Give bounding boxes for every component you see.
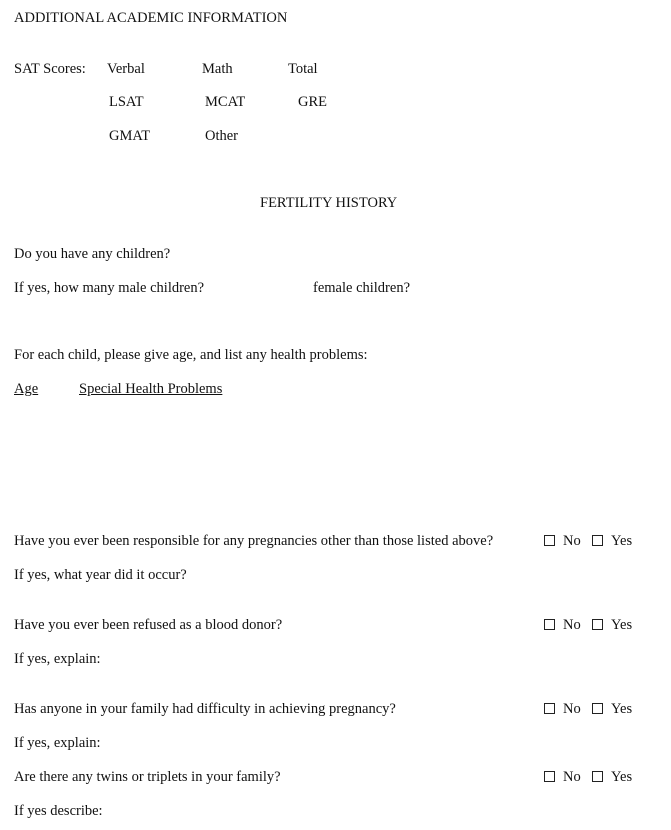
- twins-question: Are there any twins or triplets in your family?: [14, 769, 281, 785]
- family-difficulty-yes-checkbox[interactable]: [592, 703, 603, 714]
- gmat-label: GMAT: [109, 128, 151, 144]
- fertility-heading: FERTILITY HISTORY: [260, 195, 398, 211]
- pregnancies-question: Have you ever been responsible for any pregnancies other than those listed above?: [14, 533, 494, 549]
- sat-math-label: Math: [202, 61, 233, 77]
- pregnancies-no-checkbox[interactable]: [544, 535, 555, 546]
- sat-scores-label: SAT Scores:: [14, 61, 86, 77]
- pregnancies-yes-label: Yes: [611, 533, 633, 549]
- pregnancies-yes-checkbox[interactable]: [592, 535, 603, 546]
- twins-no-checkbox[interactable]: [544, 771, 555, 782]
- mcat-label: MCAT: [205, 94, 246, 110]
- female-children-question: female children?: [313, 280, 411, 296]
- twins-yes-label: Yes: [611, 769, 633, 785]
- family-difficulty-yes-label: Yes: [611, 701, 633, 717]
- blood-donor-yes-checkbox[interactable]: [592, 619, 603, 630]
- family-difficulty-no-label: No: [563, 701, 581, 717]
- other-score-label: Other: [205, 128, 239, 144]
- pregnancies-no-label: No: [563, 533, 581, 549]
- twins-describe-prompt: If yes describe:: [14, 803, 103, 819]
- family-difficulty-question: Has anyone in your family had difficulty in achieving pregnancy?: [14, 701, 396, 717]
- pregnancy-year-prompt: If yes, what year did it occur?: [14, 567, 187, 583]
- sat-verbal-label: Verbal: [107, 61, 145, 77]
- blood-donor-no-label: No: [563, 617, 581, 633]
- blood-donor-explain-prompt: If yes, explain:: [14, 651, 101, 667]
- twins-no-label: No: [563, 769, 581, 785]
- male-children-question: If yes, how many male children?: [14, 280, 205, 296]
- family-difficulty-explain-prompt: If yes, explain:: [14, 735, 101, 751]
- age-column-header: Age: [14, 381, 39, 397]
- twins-yes-checkbox[interactable]: [592, 771, 603, 782]
- sat-total-label: Total: [288, 61, 318, 77]
- gre-label: GRE: [298, 94, 327, 110]
- lsat-label: LSAT: [109, 94, 144, 110]
- blood-donor-question: Have you ever been refused as a blood donor?: [14, 617, 283, 633]
- blood-donor-no-checkbox[interactable]: [544, 619, 555, 630]
- academic-heading: ADDITIONAL ACADEMIC INFORMATION: [14, 10, 288, 26]
- family-difficulty-no-checkbox[interactable]: [544, 703, 555, 714]
- blood-donor-yes-label: Yes: [611, 617, 633, 633]
- each-child-instructions: For each child, please give age, and list any health problems:: [14, 347, 368, 363]
- health-problems-column-header: Special Health Problems: [79, 381, 223, 397]
- children-question: Do you have any children?: [14, 246, 171, 262]
